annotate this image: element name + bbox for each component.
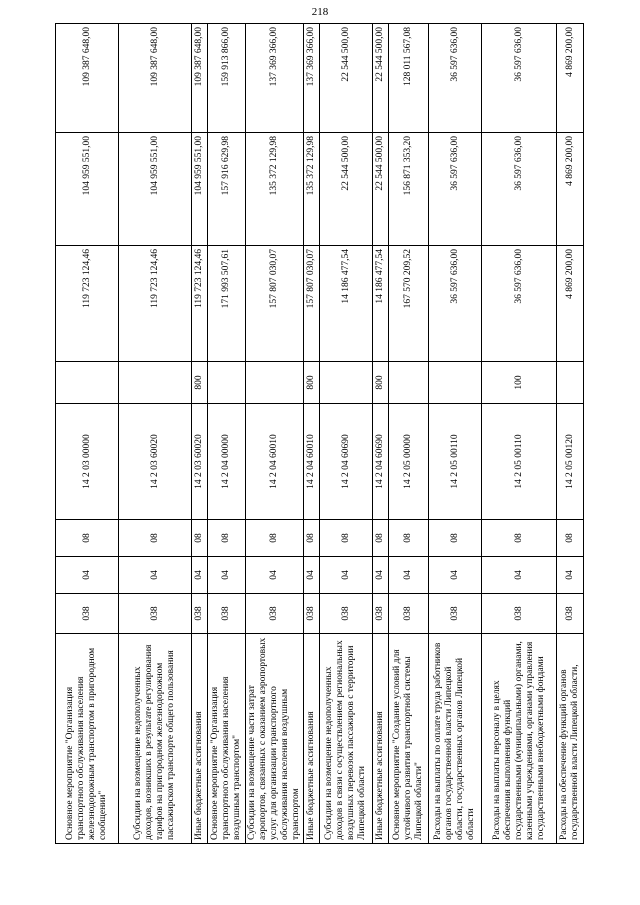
razdel-cell: 04 [304,557,320,594]
csr-cell: 14 2 03 00000 [56,404,119,520]
glava-cell: 038 [304,594,320,634]
sum1-cell: 157 807 030,07 [304,246,320,362]
vr-cell [208,362,246,404]
table-row [56,24,119,844]
rotated-page [55,24,600,844]
csr-cell: 14 2 03 60020 [192,404,208,520]
sum2-cell: 135 372 129,98 [304,133,320,246]
row-name: Основное мероприятие "Организация транспортного обслуживания населения железнодорожным транспортом в пригородном сообщении" [56,634,119,844]
table-row [429,24,482,844]
csr-cell: 14 2 04 60690 [373,404,389,520]
sum3-cell: 36 597 636,00 [482,24,557,133]
csr-cell: 14 2 05 00110 [482,404,557,520]
table-row [246,24,304,844]
vr-cell [557,362,584,404]
csr-cell: 14 2 04 60690 [320,404,373,520]
csr-cell: 14 2 03 60020 [119,404,192,520]
csr-cell: 14 2 04 60010 [304,404,320,520]
razdel-cell: 04 [373,557,389,594]
sum1-cell: 119 723 124,46 [56,246,119,362]
glava-cell: 038 [320,594,373,634]
razdel-cell: 04 [192,557,208,594]
row-name: Субсидии на возмещение недополученных доходов, возникших в результате регулирования тарифов на пригородном железнодорожном пассажирском транспорте общего пользования [119,634,192,844]
row-name: Расходы на обеспечение функций органов государственной власти Липецкой области, [557,634,584,844]
glava-cell: 038 [192,594,208,634]
vr-cell: 800 [192,362,208,404]
row-name: Иные бюджетные ассигнования [192,634,208,844]
glava-cell: 038 [482,594,557,634]
sum2-cell: 4 869 200,00 [557,133,584,246]
vr-cell: 800 [373,362,389,404]
glava-cell: 038 [389,594,429,634]
podrazdel-cell: 08 [56,520,119,557]
sum2-cell: 104 959 551,00 [56,133,119,246]
budget-table [55,23,584,844]
glava-cell: 038 [208,594,246,634]
row-name: Иные бюджетные ассигнования [304,634,320,844]
csr-cell: 14 2 05 00120 [557,404,584,520]
sum3-cell: 22 544 500,00 [320,24,373,133]
podrazdel-cell: 08 [119,520,192,557]
sum3-cell: 109 387 648,00 [56,24,119,133]
sum3-cell: 22 544 500,00 [373,24,389,133]
sum1-cell: 119 723 124,46 [119,246,192,362]
sum2-cell: 156 871 353,20 [389,133,429,246]
table-row [373,24,389,844]
razdel-cell: 04 [320,557,373,594]
sum3-cell: 137 369 366,00 [304,24,320,133]
podrazdel-cell: 08 [320,520,373,557]
table-row [304,24,320,844]
podrazdel-cell: 08 [482,520,557,557]
razdel-cell: 04 [208,557,246,594]
glava-cell: 038 [429,594,482,634]
sum3-cell: 128 011 567,08 [389,24,429,133]
sum1-cell: 157 807 030,07 [246,246,304,362]
sum2-cell: 36 597 636,00 [482,133,557,246]
sum1-cell: 36 597 636,00 [482,246,557,362]
podrazdel-cell: 08 [304,520,320,557]
table-row [557,24,584,844]
vr-cell: 800 [304,362,320,404]
podrazdel-cell: 08 [373,520,389,557]
sum2-cell: 104 959 551,00 [192,133,208,246]
glava-cell: 038 [56,594,119,634]
razdel-cell: 04 [119,557,192,594]
razdel-cell: 04 [482,557,557,594]
sum3-cell: 137 369 366,00 [246,24,304,133]
glava-cell: 038 [246,594,304,634]
glava-cell: 038 [373,594,389,634]
podrazdel-cell: 08 [208,520,246,557]
row-name: Иные бюджетные ассигнования [373,634,389,844]
razdel-cell: 04 [246,557,304,594]
razdel-cell: 04 [557,557,584,594]
podrazdel-cell: 08 [389,520,429,557]
vr-cell: 100 [482,362,557,404]
sum2-cell: 104 959 551,00 [119,133,192,246]
table-row [119,24,192,844]
sum3-cell: 4 869 200,00 [557,24,584,133]
razdel-cell: 04 [429,557,482,594]
csr-cell: 14 2 04 00000 [208,404,246,520]
glava-cell: 038 [557,594,584,634]
podrazdel-cell: 08 [557,520,584,557]
podrazdel-cell: 08 [192,520,208,557]
sum1-cell: 167 570 209,52 [389,246,429,362]
sum1-cell: 14 186 477,54 [373,246,389,362]
sum2-cell: 157 916 629,98 [208,133,246,246]
sum3-cell: 109 387 648,00 [119,24,192,133]
csr-cell: 14 2 05 00110 [429,404,482,520]
vr-cell [389,362,429,404]
table-row [208,24,246,844]
table-row [192,24,208,844]
sum1-cell: 14 186 477,54 [320,246,373,362]
glava-cell: 038 [119,594,192,634]
sum3-cell: 109 387 648,00 [192,24,208,133]
sum3-cell: 159 913 866,00 [208,24,246,133]
sum2-cell: 22 544 500,00 [373,133,389,246]
sum3-cell: 36 597 636,00 [429,24,482,133]
sum1-cell: 171 993 507,61 [208,246,246,362]
vr-cell [119,362,192,404]
vr-cell [429,362,482,404]
table-row [482,24,557,844]
sum2-cell: 22 544 500,00 [320,133,373,246]
sum2-cell: 36 597 636,00 [429,133,482,246]
row-name: Основное мероприятие "Организация транспортного обслуживания населения воздушным транспортом" [208,634,246,844]
row-name: Расходы на выплаты персоналу в целях обеспечения выполнения функций государственными (муниципальными) органами, казенными учреждениями, органами управления государственными внебюджетными фондами [482,634,557,844]
vr-cell [320,362,373,404]
sum1-cell: 119 723 124,46 [192,246,208,362]
row-name: Основное мероприятие "Создание условий для устойчивого развития транспортной системы Липецкой области" [389,634,429,844]
vr-cell [246,362,304,404]
table-row [389,24,429,844]
row-name: Расходы на выплаты по оплате труда работников органов государственной власти Липецкой области, государственных органов Липецкой области [429,634,482,844]
sum1-cell: 4 869 200,00 [557,246,584,362]
page-number: 218 [311,6,329,18]
podrazdel-cell: 08 [429,520,482,557]
row-name: Субсидии на возмещение недополученных доходов в связи с осуществлением региональных воздушных перевозок пассажиров с территории Липецкой области [320,634,373,844]
csr-cell: 14 2 05 00000 [389,404,429,520]
razdel-cell: 04 [56,557,119,594]
vr-cell [56,362,119,404]
podrazdel-cell: 08 [246,520,304,557]
table-row [320,24,373,844]
csr-cell: 14 2 04 60010 [246,404,304,520]
sum1-cell: 36 597 636,00 [429,246,482,362]
sum2-cell: 135 372 129,98 [246,133,304,246]
razdel-cell: 04 [389,557,429,594]
row-name: Субсидии на возмещение части затрат аэропортов, связанных с оказанием аэропортовых услуг для организации транспортного обслуживания населения воздушным транспортом [246,634,304,844]
